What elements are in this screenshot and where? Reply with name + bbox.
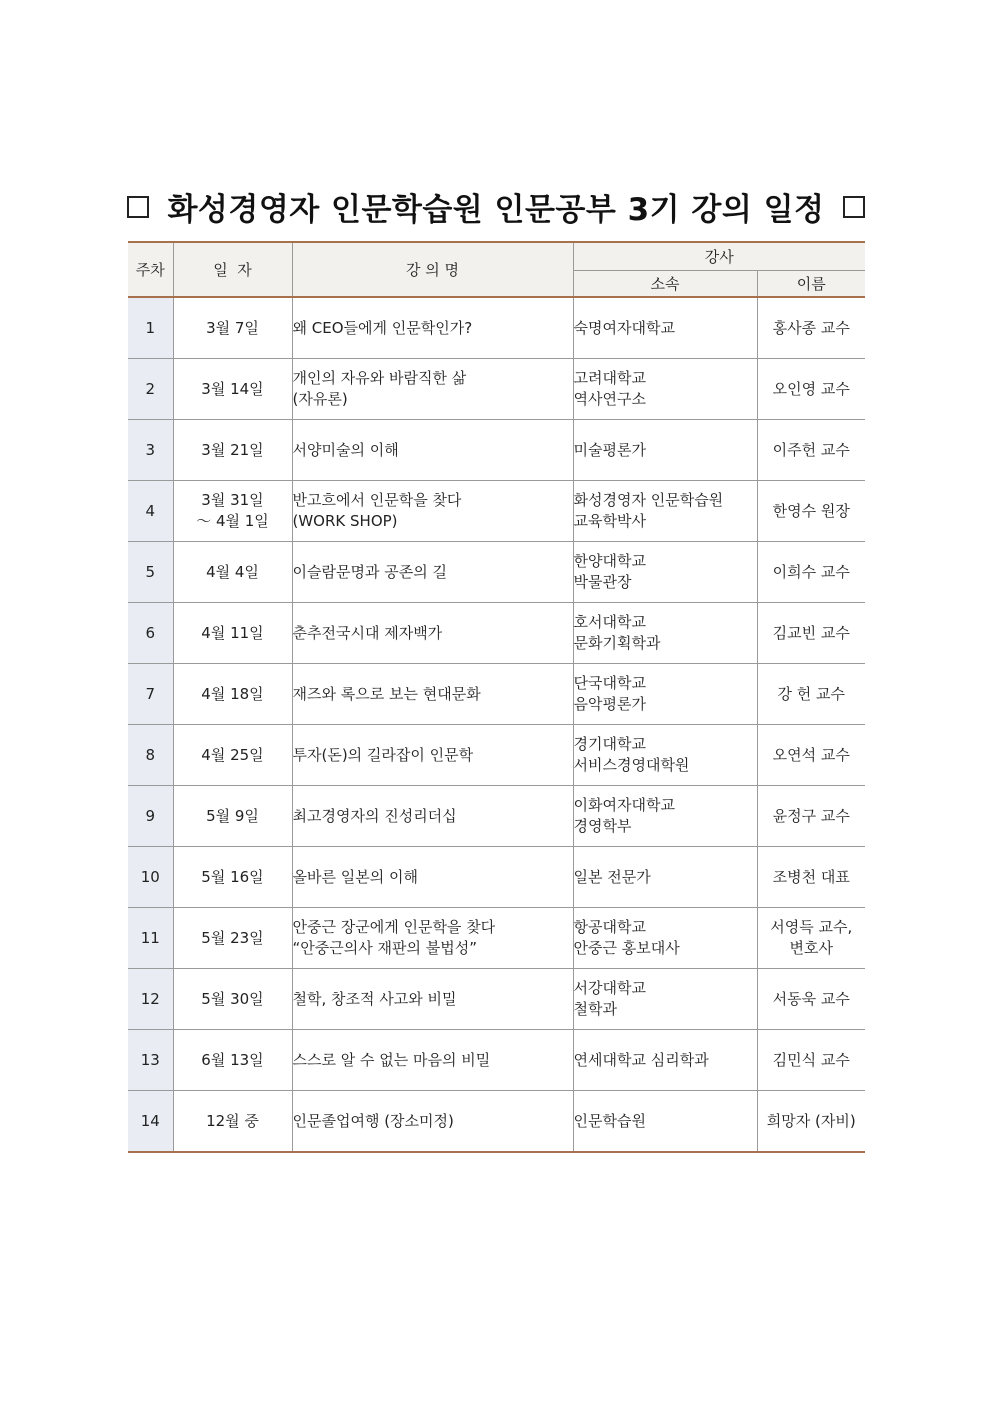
cell-affiliation-line: 화성경영자 인문학습원 (573, 491, 724, 509)
cell-lecturer-name (757, 297, 865, 359)
schedule-table (128, 241, 865, 1153)
cell-affiliation-line: 인문학습원 (573, 1111, 646, 1130)
table-row (128, 481, 865, 542)
cell-lecturer-name (757, 969, 865, 1030)
cell-affiliation (573, 481, 757, 542)
cell-lecture (292, 542, 573, 603)
cell-lecture (292, 297, 573, 359)
cell-affiliation (573, 725, 757, 786)
cell-lecturer-name (757, 603, 865, 664)
table-row (128, 359, 865, 420)
cell-lecture (292, 1030, 573, 1091)
cell-lecturer-name-line: 김교빈 교수 (772, 623, 850, 642)
table-row (128, 542, 865, 603)
cell-affiliation (573, 847, 757, 908)
cell-date (173, 420, 292, 481)
cell-affiliation-line: 단국대학교 (573, 674, 646, 692)
cell-affiliation (573, 908, 757, 969)
cell-affiliation (573, 969, 757, 1030)
cell-week: 4 (128, 481, 173, 542)
table-row (128, 847, 865, 908)
cell-affiliation-line: 안중근 홍보대사 (573, 939, 680, 957)
table-row (128, 969, 865, 1030)
table-row (128, 1091, 865, 1153)
cell-lecturer-name (757, 481, 865, 542)
cell-date (173, 664, 292, 725)
cell-date (173, 969, 292, 1030)
cell-lecturer-name-line: 이희수 교수 (772, 562, 850, 581)
cell-date-line: 5월 9일 (206, 806, 259, 825)
cell-date-line: 3월 31일 (201, 491, 264, 509)
table-row (128, 664, 865, 725)
cell-lecturer-name (757, 725, 865, 786)
cell-lecturer-name-line: 한영수 원장 (772, 501, 850, 520)
cell-date-line: ～ 4월 1일 (196, 512, 269, 530)
cell-affiliation (573, 420, 757, 481)
table-row (128, 725, 865, 786)
table-header (128, 242, 865, 297)
cell-lecture (292, 786, 573, 847)
cell-affiliation (573, 297, 757, 359)
cell-date (173, 1030, 292, 1091)
cell-lecture-line: 개인의 자유와 바람직한 삶 (292, 369, 467, 387)
cell-week: 2 (128, 359, 173, 420)
cell-date-line: 4월 25일 (201, 745, 264, 764)
cell-lecturer-name-line: 서동욱 교수 (772, 989, 850, 1008)
cell-lecture (292, 908, 573, 969)
cell-affiliation-line: 미술평론가 (573, 440, 646, 459)
cell-lecture (292, 603, 573, 664)
cell-affiliation-line: 박물관장 (573, 573, 632, 591)
cell-week: 1 (128, 297, 173, 359)
cell-lecture-line: 이슬람문명과 공존의 길 (292, 562, 447, 581)
cell-lecturer-name (757, 420, 865, 481)
cell-affiliation-line: 경영학부 (573, 817, 632, 835)
cell-lecturer-name-line: 변호사 (789, 939, 833, 957)
cell-lecturer-name-line: 이주헌 교수 (772, 440, 850, 459)
header-week: 주차 (128, 242, 173, 297)
cell-date-line: 4월 4일 (206, 562, 259, 581)
cell-date-line: 3월 7일 (206, 318, 259, 337)
cell-date (173, 1091, 292, 1153)
cell-lecture (292, 420, 573, 481)
cell-affiliation-line: 이화여자대학교 (573, 796, 675, 814)
cell-affiliation-line: 철학과 (573, 1000, 617, 1018)
cell-date (173, 908, 292, 969)
cell-date-line: 3월 21일 (201, 440, 264, 459)
cell-week: 12 (128, 969, 173, 1030)
cell-date (173, 481, 292, 542)
cell-lecture-line: 최고경영자의 진성리더십 (292, 806, 457, 825)
header-name: 이름 (757, 271, 865, 298)
cell-lecture (292, 1091, 573, 1153)
cell-week: 3 (128, 420, 173, 481)
cell-affiliation (573, 786, 757, 847)
cell-affiliation-line: 연세대학교 심리학과 (573, 1050, 709, 1069)
cell-affiliation-line: 교육학박사 (573, 512, 646, 530)
cell-week: 8 (128, 725, 173, 786)
cell-affiliation-line: 일본 전문가 (573, 867, 651, 886)
cell-lecture-line: 인문졸업여행 (장소미정) (292, 1111, 454, 1130)
cell-lecturer-name-line: 강 헌 교수 (777, 684, 845, 703)
cell-date-line: 4월 11일 (201, 623, 264, 642)
header-affiliation: 소속 (573, 271, 757, 298)
cell-lecture-line: 서양미술의 이해 (292, 440, 399, 459)
cell-lecture-line: 반고흐에서 인문학을 찾다 (292, 491, 462, 509)
cell-lecturer-name-line: 희망자 (자비) (766, 1111, 856, 1130)
cell-affiliation (573, 664, 757, 725)
cell-lecturer-name-line: 오인영 교수 (772, 379, 850, 398)
cell-date-line: 5월 23일 (201, 928, 264, 947)
table-row (128, 1030, 865, 1091)
cell-lecture (292, 847, 573, 908)
cell-week: 14 (128, 1091, 173, 1153)
cell-lecture-line: 춘추전국시대 제자백가 (292, 623, 443, 642)
cell-date-line: 6월 13일 (201, 1050, 264, 1069)
cell-affiliation-line: 숙명여자대학교 (573, 318, 675, 337)
cell-lecture-line: 스스로 알 수 없는 마음의 비밀 (292, 1050, 491, 1069)
cell-lecture (292, 359, 573, 420)
cell-date-line: 4월 18일 (201, 684, 264, 703)
cell-date (173, 786, 292, 847)
table-body (128, 297, 865, 1152)
cell-week: 9 (128, 786, 173, 847)
checkbox-square-icon-left (127, 196, 149, 218)
cell-lecture-line: 안중근 장군에게 인문학을 찾다 (292, 918, 496, 936)
cell-lecturer-name-line: 김민식 교수 (772, 1050, 850, 1069)
cell-lecture-line: 올바른 일본의 이해 (292, 867, 418, 886)
cell-affiliation (573, 542, 757, 603)
table-row (128, 603, 865, 664)
cell-affiliation-line: 음악평론가 (573, 695, 646, 713)
cell-date (173, 725, 292, 786)
cell-week: 5 (128, 542, 173, 603)
cell-lecture-line: (자유론) (292, 390, 348, 408)
table-row (128, 908, 865, 969)
cell-affiliation-line: 경기대학교 (573, 735, 646, 753)
cell-week: 13 (128, 1030, 173, 1091)
cell-date-line: 5월 30일 (201, 989, 264, 1008)
cell-affiliation-line: 문화기획학과 (573, 634, 661, 652)
table-row (128, 297, 865, 359)
cell-lecturer-name (757, 847, 865, 908)
cell-affiliation-line: 호서대학교 (573, 613, 646, 631)
header-lecture: 강 의 명 (292, 242, 573, 297)
cell-affiliation-line: 서비스경영대학원 (573, 756, 690, 774)
cell-lecturer-name-line: 조병천 대표 (772, 867, 850, 886)
cell-lecture-line: 재즈와 록으로 보는 현대문화 (292, 684, 481, 703)
cell-date-line: 5월 16일 (201, 867, 264, 886)
cell-lecturer-name-line: 서영득 교수, (770, 918, 853, 936)
cell-lecturer-name (757, 908, 865, 969)
cell-affiliation (573, 359, 757, 420)
cell-lecture (292, 969, 573, 1030)
cell-date (173, 847, 292, 908)
cell-affiliation (573, 603, 757, 664)
title-text: 화성경영자 인문학습원 인문공부 3기 강의 일정 (167, 192, 825, 228)
cell-lecture-line: “안중근의사 재판의 불법성” (292, 939, 477, 957)
cell-lecturer-name (757, 1030, 865, 1091)
cell-lecturer-name (757, 1091, 865, 1153)
cell-week: 7 (128, 664, 173, 725)
table-row (128, 420, 865, 481)
cell-lecturer-name-line: 윤정구 교수 (772, 806, 850, 825)
cell-affiliation-line: 고려대학교 (573, 369, 646, 387)
header-lecturer: 강사 (573, 242, 865, 271)
cell-date-line: 3월 14일 (201, 379, 264, 398)
cell-lecturer-name (757, 664, 865, 725)
table-row (128, 786, 865, 847)
cell-lecturer-name (757, 542, 865, 603)
cell-week: 6 (128, 603, 173, 664)
cell-date (173, 603, 292, 664)
cell-affiliation-line: 한양대학교 (573, 552, 646, 570)
cell-date (173, 542, 292, 603)
cell-date (173, 359, 292, 420)
cell-week: 10 (128, 847, 173, 908)
cell-lecturer-name-line: 오연석 교수 (772, 745, 850, 764)
cell-affiliation-line: 역사연구소 (573, 390, 646, 408)
cell-affiliation-line: 서강대학교 (573, 979, 646, 997)
cell-lecturer-name-line: 홍사종 교수 (772, 318, 850, 337)
cell-lecture (292, 725, 573, 786)
cell-lecture (292, 664, 573, 725)
cell-lecture-line: (WORK SHOP) (292, 512, 398, 530)
cell-lecture-line: 철학, 창조적 사고와 비밀 (292, 989, 457, 1008)
header-date: 일 자 (173, 242, 292, 297)
cell-lecturer-name (757, 786, 865, 847)
cell-date (173, 297, 292, 359)
cell-lecturer-name (757, 359, 865, 420)
cell-affiliation-line: 항공대학교 (573, 918, 646, 936)
cell-lecture-line: 투자(돈)의 길라잡이 인문학 (292, 745, 474, 764)
cell-lecture (292, 481, 573, 542)
page-title (0, 184, 992, 229)
cell-affiliation (573, 1091, 757, 1153)
cell-lecture-line: 왜 CEO들에게 인문학인가? (292, 318, 473, 337)
cell-affiliation (573, 1030, 757, 1091)
checkbox-square-icon-right (843, 196, 865, 218)
cell-date-line: 12월 중 (206, 1111, 259, 1130)
cell-week: 11 (128, 908, 173, 969)
